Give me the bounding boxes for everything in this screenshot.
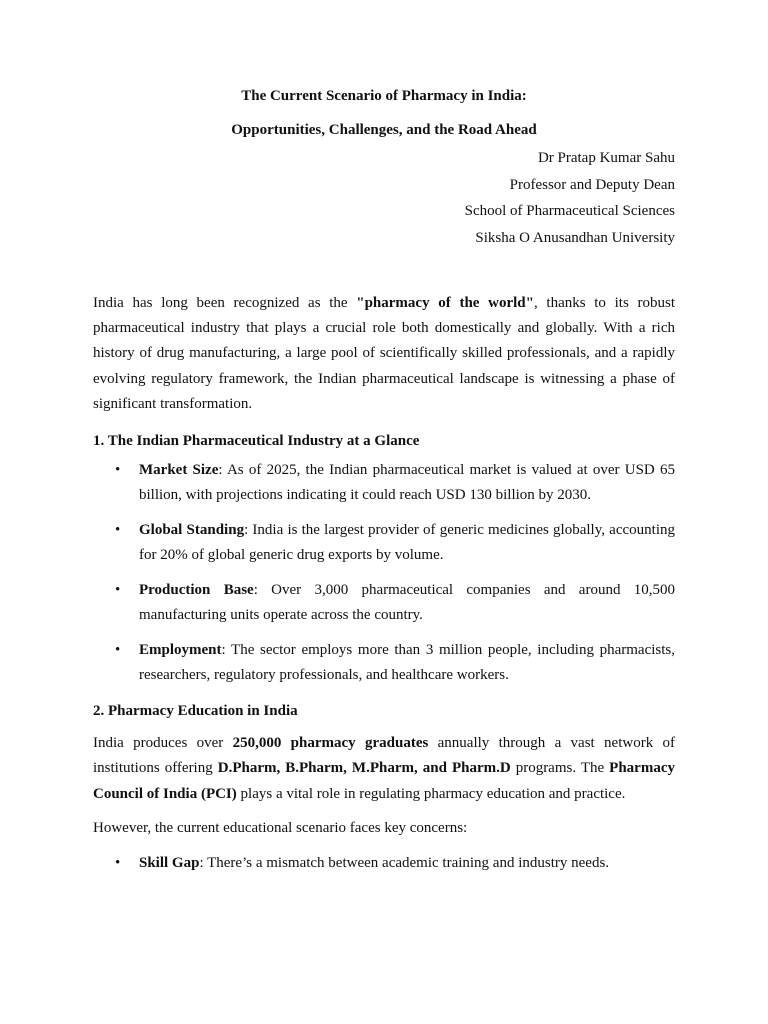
section-2-heading: 2. Pharmacy Education in India [93, 703, 298, 720]
list-item [93, 518, 675, 568]
list-item-text: : The sector employs more than 3 million people, including pharmacists, researchers, regulatory professionals, and healthcare workers. [139, 642, 675, 684]
list-item [93, 638, 675, 688]
list-item-text: : As of 2025, the Indian pharmaceutical market is valued at over USD 65 billion, with projections indicating it could reach USD 130 billion by 2030. [139, 462, 675, 504]
list-item [93, 578, 675, 628]
paragraph-text: India produces over [93, 735, 233, 752]
list-item-term: Employment [139, 642, 222, 659]
list-item-term: Production Base [139, 582, 254, 599]
intro-paragraph [93, 291, 675, 418]
list-item [93, 851, 675, 876]
section-2-paragraph [93, 731, 675, 807]
document-title: The Current Scenario of Pharmacy in India: [241, 88, 527, 104]
author-university: Siksha O Anusandhan University [475, 229, 675, 246]
paragraph-text: annually through a vast network of institutions offering [93, 735, 676, 777]
list-item-text: : India is the largest provider of generic medicines globally, accounting for 20% of global generic drug exports by volume. [139, 522, 675, 564]
paragraph-emphasis: Pharmacy Council of India (PCI) [93, 760, 675, 802]
list-item-term: Market Size [139, 462, 219, 479]
paragraph-emphasis: 250,000 pharmacy graduates [232, 735, 429, 752]
author-school: School of Pharmaceutical Sciences [464, 203, 675, 219]
section-2-concerns-intro: However, the current educational scenario faces key concerns: [93, 820, 468, 837]
paragraph-text: plays a vital role in regulating pharmacy education and practice. [236, 785, 626, 802]
section-1-heading: 1. The Indian Pharmaceutical Industry at a Glance [93, 432, 420, 449]
list-item-term: Skill Gap [139, 854, 200, 871]
section-1-list [93, 458, 675, 688]
author-block [93, 148, 675, 248]
list-item [93, 458, 675, 508]
list-item-text: : Over 3,000 pharmaceutical companies and around 10,500 manufacturing units operate across the country. [139, 582, 675, 624]
section-2-list [93, 851, 675, 876]
document-body [93, 86, 675, 876]
intro-text-end: , thanks to its robust pharmaceutical industry that plays a crucial role both domestically and globally. With a rich history of drug manufacturing, a large pool of scientifically skilled professionals, and a rapidly evolving regulatory framework, the Indian pharmaceutical landscape is witnessing a phase of significant transformation. [93, 294, 675, 413]
intro-emphasis: "pharmacy of the world" [356, 294, 534, 311]
document-subtitle: Opportunities, Challenges, and the Road Ahead [231, 122, 537, 138]
list-item-text: : There’s a mismatch between academic training and industry needs. [199, 854, 610, 871]
author-name: Dr Pratap Kumar Sahu [537, 150, 675, 166]
intro-text-start: India has long been recognized as the [93, 294, 357, 311]
paragraph-emphasis: D.Pharm, B.Pharm, M.Pharm, and Pharm.D [217, 760, 511, 777]
author-position: Professor and Deputy Dean [509, 176, 675, 193]
paragraph-text: programs. The [510, 760, 610, 777]
list-item-term: Global Standing [139, 522, 245, 539]
